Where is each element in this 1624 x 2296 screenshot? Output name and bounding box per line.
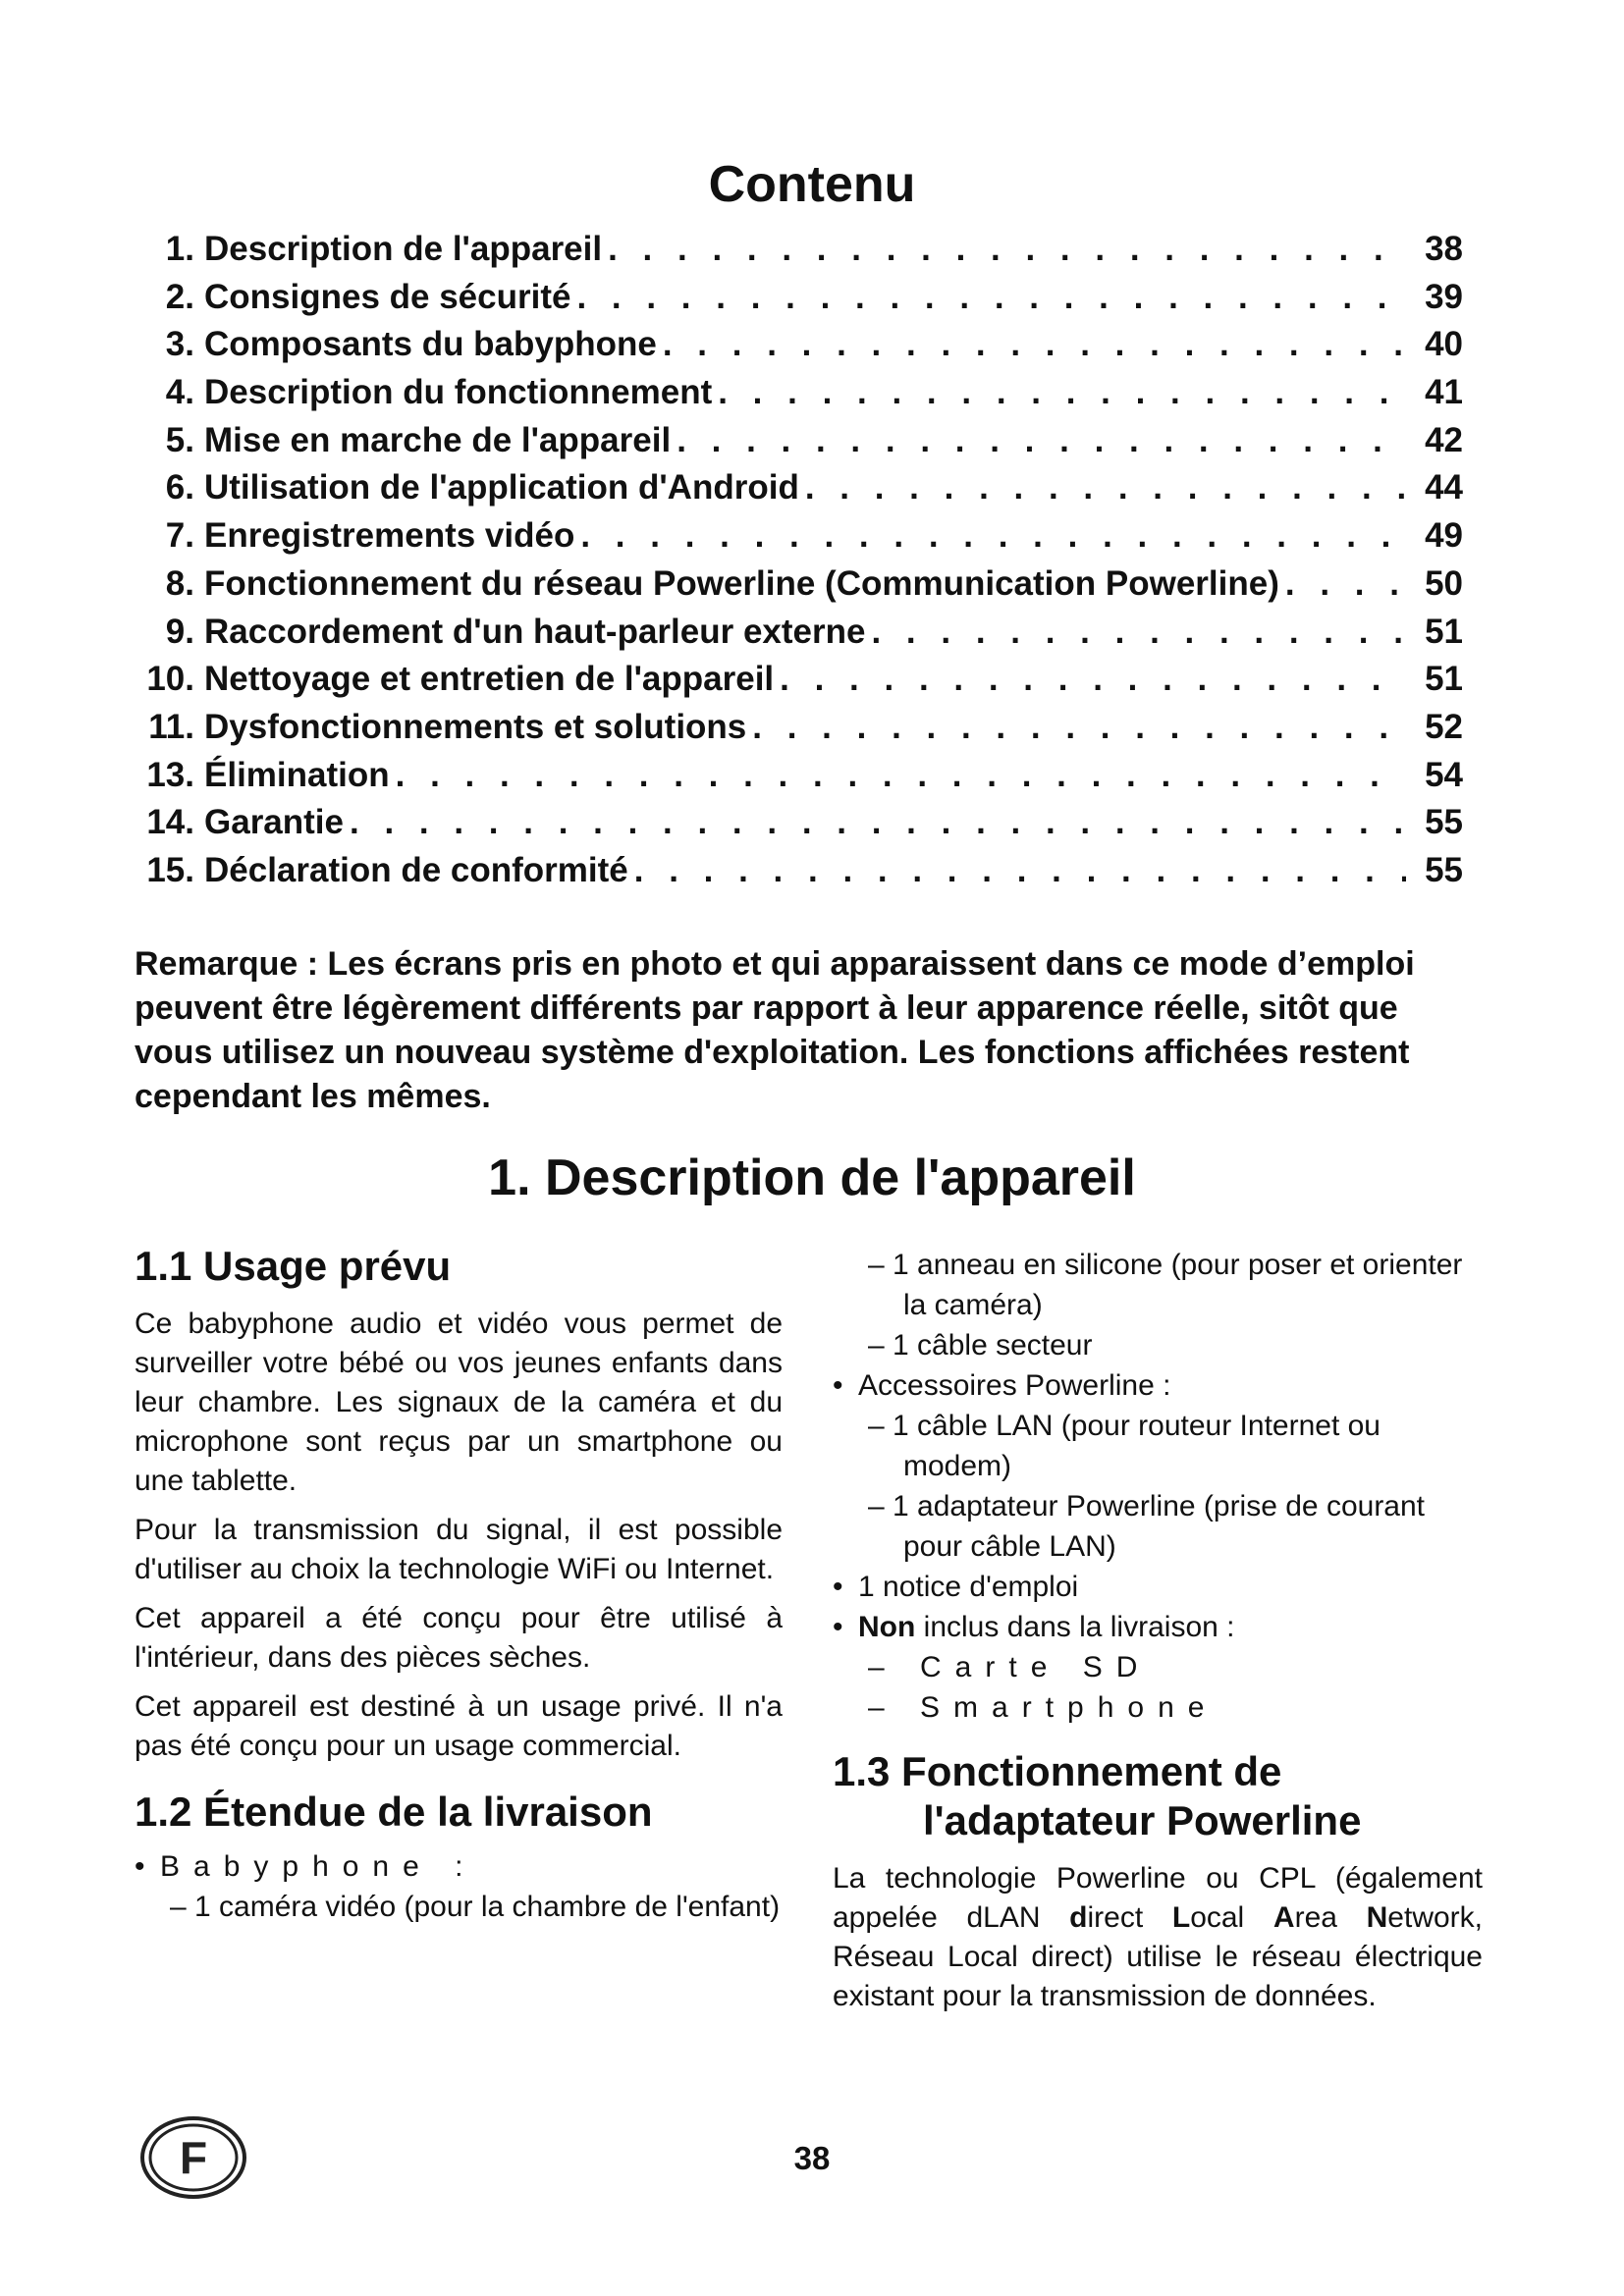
heading-1-1: 1.1 Usage prévu xyxy=(135,1243,452,1289)
logo-letter: F xyxy=(179,2132,208,2183)
toc-entry[interactable]: 14. Garantie . . . 55 xyxy=(128,799,1463,847)
right-column xyxy=(833,1245,1483,2026)
toc-leader xyxy=(677,417,1406,465)
page-title: Contenu xyxy=(708,156,916,213)
list-item: • Babyphone : xyxy=(135,1846,783,1887)
toc-leader xyxy=(805,464,1406,512)
toc-entry[interactable]: 10. Nettoyage et entretien de l'appareil . . . 51 xyxy=(128,656,1463,704)
toc-leader xyxy=(350,799,1406,847)
toc-leader xyxy=(871,609,1406,657)
list-subitem: – 1 anneau en silicone (pour poser et orienter la caméra) xyxy=(868,1249,1463,1321)
toc-entry[interactable]: 7. Enregistrements vidéo . . . 49 xyxy=(128,512,1463,561)
paragraph: Pour la transmission du signal, il est possible d'utiliser au choix la technologie WiFi ou Internet. xyxy=(135,1514,783,1585)
toc-leader xyxy=(576,274,1406,322)
page-number: 38 xyxy=(793,2140,831,2176)
toc-leader xyxy=(396,752,1406,800)
toc-leader xyxy=(608,226,1406,274)
list-subitem: – 1 caméra vidéo (pour la chambre de l'enfant) xyxy=(170,1891,781,1923)
list-subitem: – 1 adaptateur Powerline (prise de courant pour câble LAN) xyxy=(868,1490,1426,1563)
toc-entry[interactable]: 1. Description de l'appareil . . . 38 xyxy=(128,226,1463,274)
heading-1-2: 1.2 Étendue de la livraison xyxy=(135,1789,653,1835)
toc-entry[interactable]: 4. Description du fonctionnement . . . 41 xyxy=(128,369,1463,417)
remark-note: Remarque : Les écrans pris en photo et qui apparaissent dans ce mode d’emploi peuvent être légèrement différents par rapport à leur apparence réelle, sitôt que vous utilisez un nouveau système d'exploitation. Les fonctions affichées restent cependant les mêmes. xyxy=(135,945,1415,1115)
toc-entry[interactable]: 3. Composants du babyphone . . . 40 xyxy=(128,321,1463,369)
list-subitem: – Smartphone xyxy=(868,1691,1218,1724)
list-subitem: – 1 câble LAN (pour routeur Internet ou modem) xyxy=(868,1410,1380,1482)
toc-leader xyxy=(663,321,1406,369)
paragraph: Cet appareil est destiné à un usage privé. Il n'a pas été conçu pour un usage commercial. xyxy=(135,1690,783,1762)
list-item: • Non inclus dans la livraison : xyxy=(833,1607,1483,1647)
paragraph: Cet appareil a été conçu pour être utilisé à l'intérieur, dans des pièces sèches. xyxy=(135,1602,783,1674)
toc-leader xyxy=(580,512,1406,561)
toc-leader xyxy=(634,847,1406,895)
toc-entry[interactable]: 6. Utilisation de l'application d'Android . . . 44 xyxy=(128,464,1463,512)
toc-entry[interactable]: 9. Raccordement d'un haut-parleur externe . . . 51 xyxy=(128,609,1463,657)
toc-entry[interactable]: 15. Déclaration de conformité . . . 55 xyxy=(128,847,1463,895)
list-subitem: – 1 câble secteur xyxy=(868,1329,1093,1362)
toc-entry[interactable]: 11. Dysfonctionnements et solutions . . . 52 xyxy=(128,704,1463,752)
list-item: • 1 notice d'emploi xyxy=(833,1567,1483,1607)
toc-entry[interactable]: 13. Élimination . . . 54 xyxy=(128,752,1463,800)
toc-leader xyxy=(780,656,1406,704)
list-subitem: – Carte SD xyxy=(868,1651,1152,1683)
paragraph: Ce babyphone audio et vidéo vous permet de surveiller votre bébé ou vos jeunes enfants dans leur chambre. Les signaux de la caméra et du microphone sont reçus par un smartphone ou une tablette. xyxy=(135,1308,783,1497)
list-item: • Accessoires Powerline : xyxy=(833,1365,1483,1406)
toc-entry[interactable]: 5. Mise en marche de l'appareil . . . 42 xyxy=(128,417,1463,465)
heading-1-3: 1.3 Fonctionnement de l'adaptateur Powerline xyxy=(833,1748,1362,1843)
paragraph: La technologie Powerline ou CPL (également appelée dLAN direct Local Area Network, Réseau Local direct) utilise le réseau électrique existant pour la transmission de données. xyxy=(833,1862,1483,2012)
toc-entry[interactable]: 2. Consignes de sécurité . . . 39 xyxy=(128,274,1463,322)
toc-entry[interactable]: 8. Fonctionnement du réseau Powerline (Communication Powerline) . . . 50 xyxy=(128,561,1463,609)
section-1-title: 1. Description de l'appareil xyxy=(488,1149,1136,1206)
table-of-contents xyxy=(128,226,1463,895)
left-column xyxy=(135,1242,783,1927)
toc-leader xyxy=(1285,561,1406,609)
toc-leader xyxy=(718,369,1406,417)
toc-leader xyxy=(752,704,1406,752)
